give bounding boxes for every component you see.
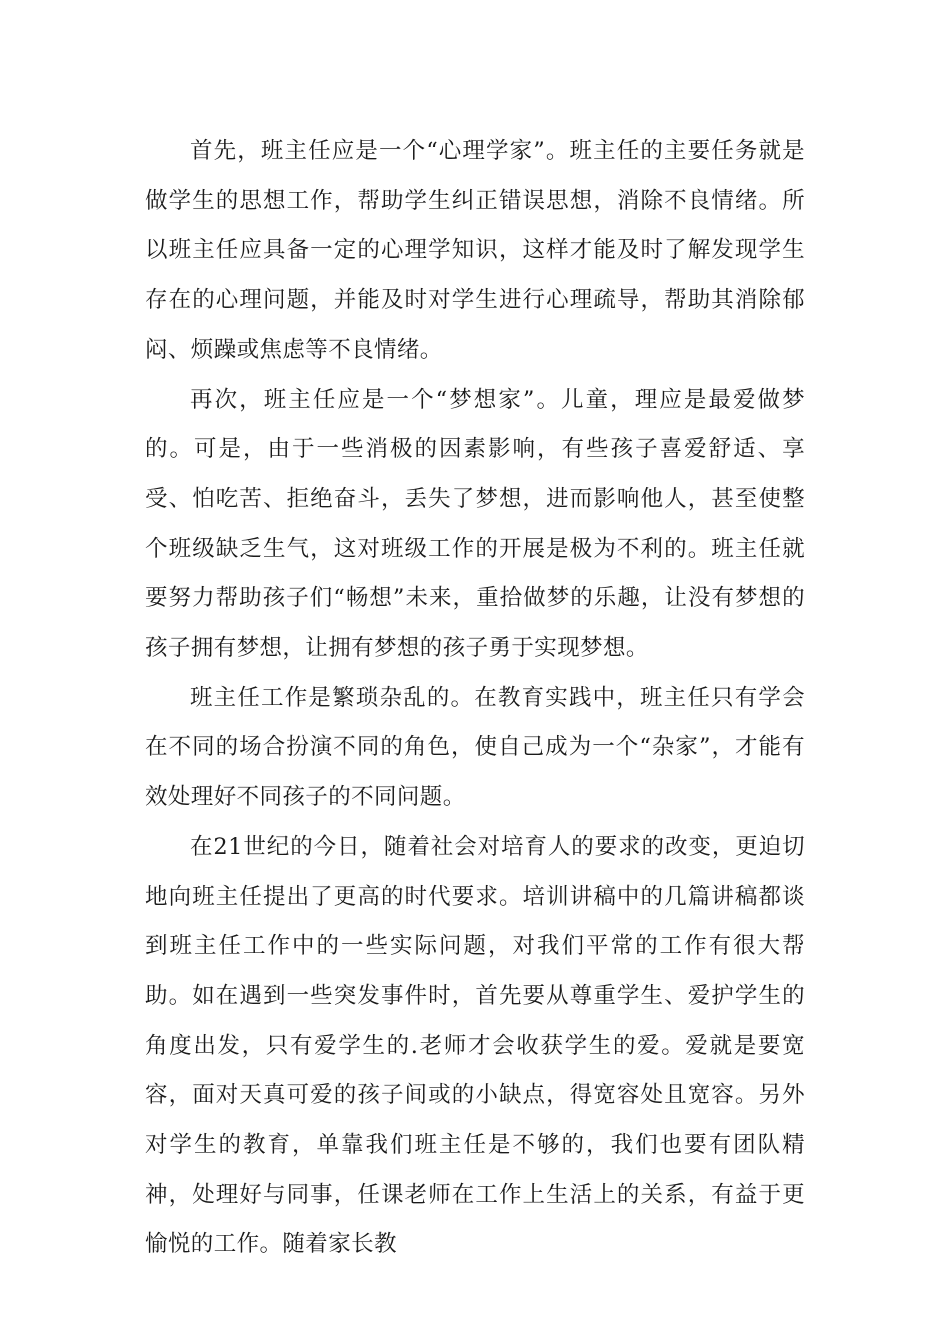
paragraph-21st-century: 在21世纪的今日，随着社会对培育人的要求的改变，更迫切地向班主任提出了更高的时代要求。培训讲稿中的几篇讲稿都谈到班主任工作中的一些实际问题，对我们平常的工作有很大帮助。如在遇到一些突发事件时，首先要从尊重学生、爱护学生的角度出发，只有爱学生的.老师才会收获学生的爱。爱就是要宽容，面对天真可爱的孩子间或的小缺点，得宽容处且宽容。另外对学生的教育，单靠我们班主任是不够的，我们也要有团队精神，处理好与同事，任课老师在工作上生活上的关系，有益于更愉悦的工作。随着家长教 bbox=[145, 833, 805, 1258]
paragraph-psychologist: 首先，班主任应是一个“心理学家”。班主任的主要任务就是做学生的思想工作，帮助学生纠正错误思想，消除不良情绪。所以班主任应具备一定的心理学知识，这样才能及时了解发现学生存在的心理问题，并能及时对学生进行心理疏导，帮助其消除郁闷、烦躁或焦虑等不良情绪。 bbox=[145, 138, 805, 363]
document-body bbox=[145, 127, 805, 1270]
paragraph-dreamer: 再次，班主任应是一个“梦想家”。儿童，理应是最爱做梦的。可是，由于一些消极的因素影响，有些孩子喜爱舒适、享受、怕吃苦、拒绝奋斗，丢失了梦想，进而影响他人，甚至使整个班级缺乏生气，这对班级工作的开展是极为不利的。班主任就要努力帮助孩子们“畅想”未来，重拾做梦的乐趣，让没有梦想的孩子拥有梦想，让拥有梦想的孩子勇于实现梦想。 bbox=[145, 386, 805, 662]
paragraph-generalist: 班主任工作是繁琐杂乱的。在教育实践中，班主任只有学会在不同的场合扮演不同的角色，使自己成为一个“杂家”，才能有效处理好不同孩子的不同问题。 bbox=[145, 684, 805, 811]
